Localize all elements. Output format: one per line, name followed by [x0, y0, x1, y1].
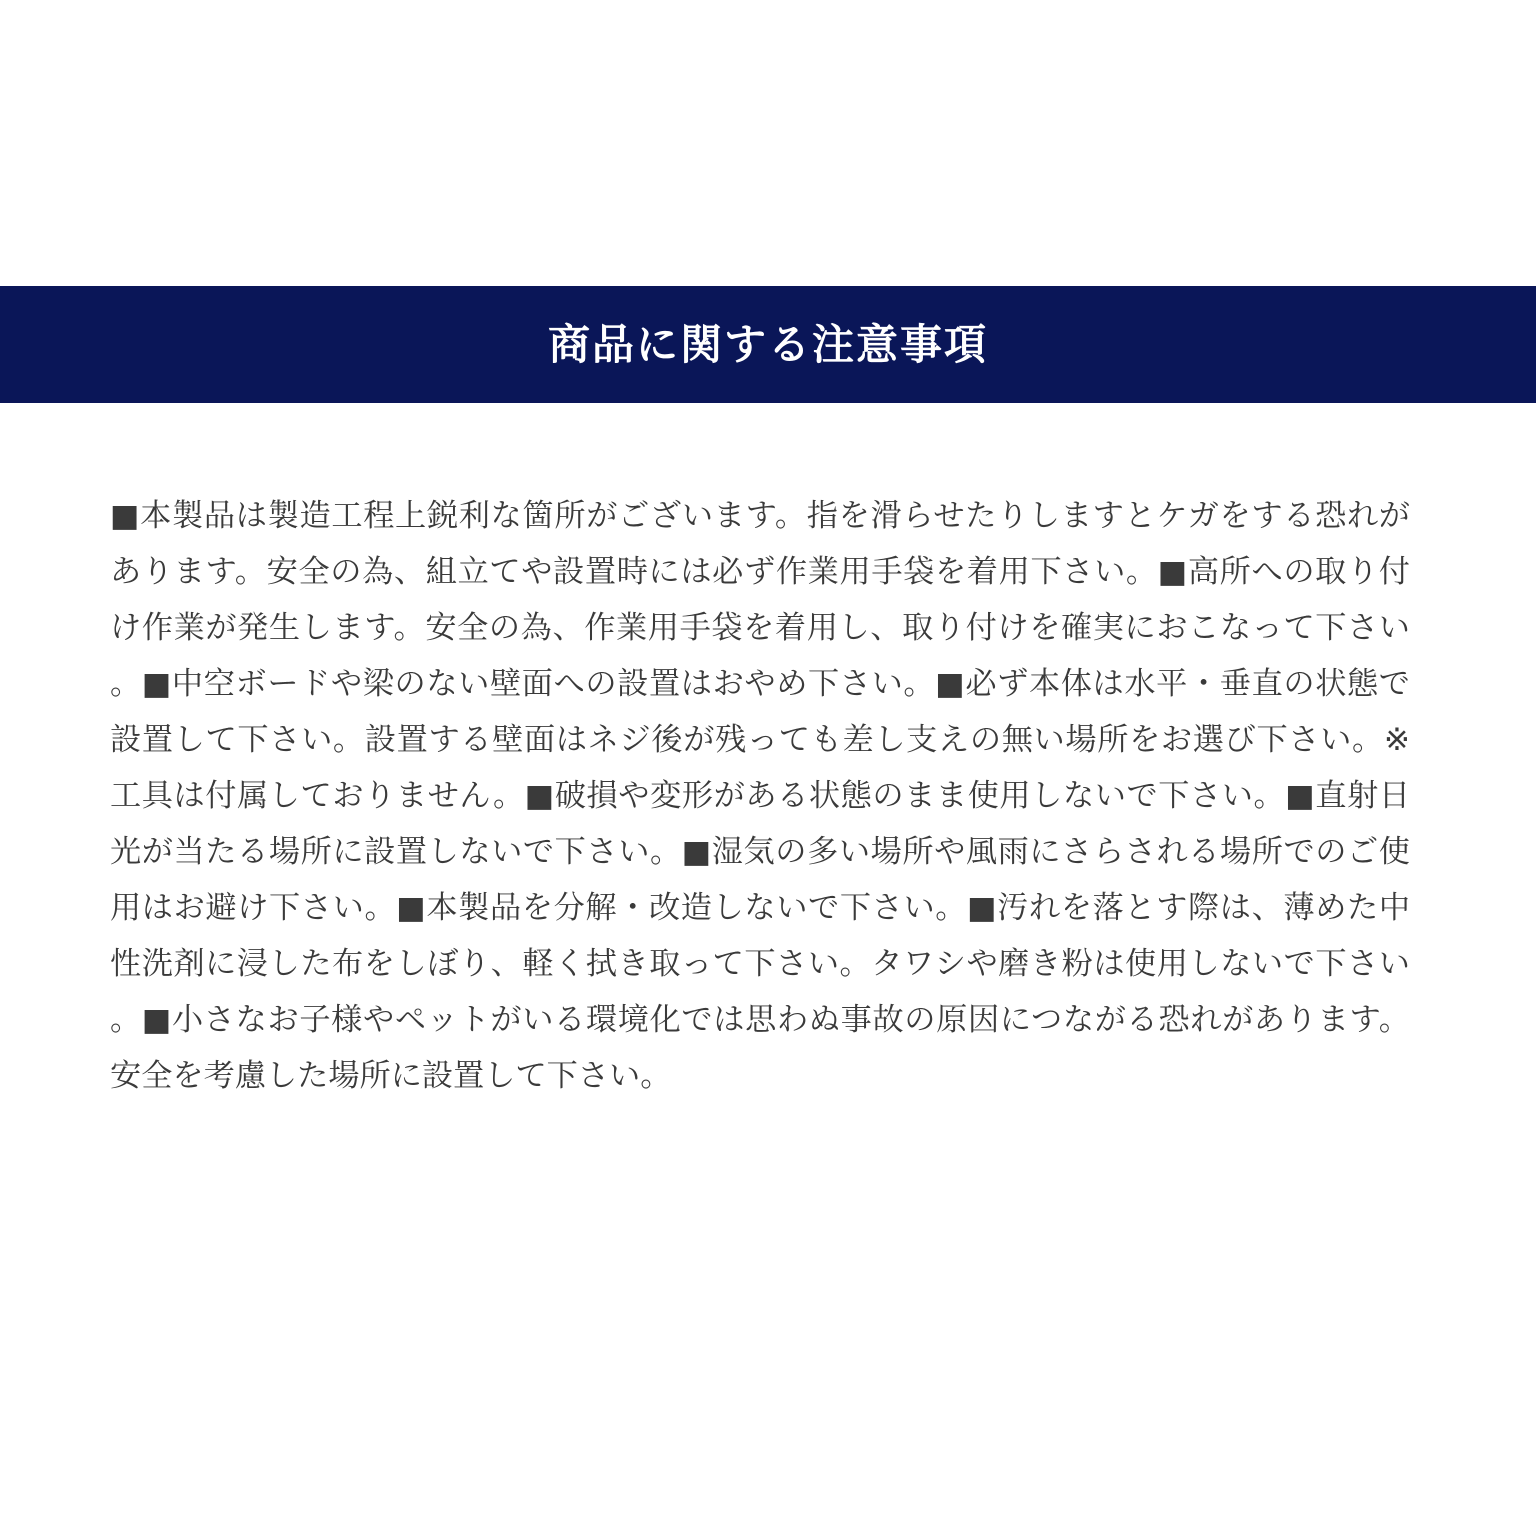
note-direct-sunlight: ■直射日光が当たる場所に設置しないで下さい。: [110, 778, 1411, 870]
note-level-installation: ■必ず本体は水平・垂直の状態で設置して下さい。設置する壁面はネジ後が残っても差し支えの無い場所をお選び下さい。※工具は付属しておりません。: [110, 666, 1410, 814]
note-cleaning: ■汚れを落とす際は、薄めた中性洗剤に浸した布をしぼり、軽く拭き取って下さい。タワシや磨き粉は使用しないで下さい。: [110, 890, 1411, 1038]
header-banner: [0, 286, 1536, 403]
note-sharp-edges: ■本製品は製造工程上鋭利な箇所がございます。指を滑らせたりしますとケガをする恐れがあります。安全の為、組立てや設置時には必ず作業用手袋を着用下さい。: [110, 498, 1410, 590]
note-hollow-wall: ■中空ボードや梁のない壁面への設置はおやめ下さい。: [141, 666, 936, 702]
note-no-disassembly: ■本製品を分解・改造しないで下さい。: [396, 890, 968, 926]
note-damaged-product: ■破損や変形がある状態のまま使用しないで下さい。: [524, 778, 1286, 814]
page-title: 商品に関する注意事項: [547, 319, 988, 369]
note-humidity: ■湿気の多い場所や風雨にさらされる場所でのご使用はお避け下さい。: [110, 834, 1410, 926]
caution-notes: [110, 488, 1410, 1104]
note-high-place-installation: ■高所への取り付け作業が発生します。安全の為、作業用手袋を着用し、取り付けを確実におこなって下さい。: [110, 554, 1410, 702]
note-children-pets: ■小さなお子様やペットがいる環境化では思わぬ事故の原因につながる恐れがあります。安全を考慮した場所に設置して下さい。: [110, 1002, 1410, 1094]
